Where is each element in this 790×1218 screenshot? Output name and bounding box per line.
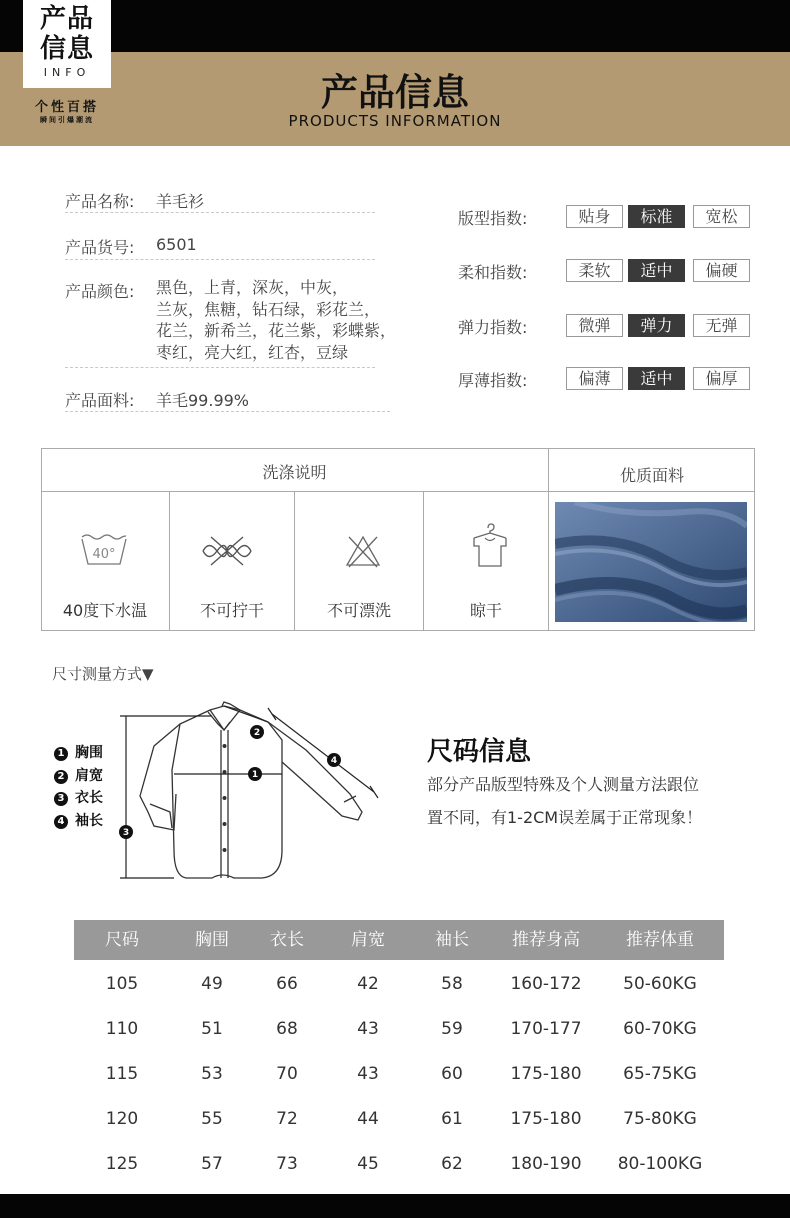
care-label: 不可拧干 [199, 601, 264, 620]
table-cell: 42 [357, 974, 379, 994]
thickness-option-thin: 偏薄 [566, 367, 623, 390]
col-header: 尺码 [105, 930, 139, 950]
table-cell: 61 [441, 1109, 463, 1129]
table-cell: 58 [441, 974, 463, 994]
table-cell: 50-60KG [623, 974, 697, 994]
stretch-option-slight: 微弹 [566, 314, 623, 337]
legend-item-sleeve [54, 810, 103, 830]
table-cell: 175-180 [510, 1109, 582, 1129]
legend-item-shoulder [54, 765, 103, 785]
legend-number: 4 [54, 815, 68, 829]
divider [65, 212, 375, 213]
divider [65, 411, 390, 412]
table-cell: 68 [276, 1019, 298, 1039]
table-cell: 115 [105, 1064, 139, 1084]
table-cell: 43 [357, 1064, 379, 1084]
legend-number: 1 [54, 747, 68, 761]
no-bleach-icon [344, 531, 382, 569]
logo-text [23, 4, 111, 64]
fabric-value: 羊毛99.99% [156, 391, 250, 410]
softness-option-hard: 偏硬 [693, 259, 750, 282]
col-header: 推荐身高 [512, 930, 580, 950]
no-wring-icon [199, 534, 255, 568]
care-label: 不可漂洗 [326, 601, 391, 620]
size-info-desc: 部分产品版型特殊及个人测量方法跟位 [427, 775, 700, 794]
col-header: 肩宽 [351, 930, 385, 950]
size-info-title: 尺码信息 [427, 737, 532, 767]
table-cell: 60-70KG [623, 1019, 697, 1039]
table-cell: 60 [441, 1064, 463, 1084]
diagram-number-length: 3 [122, 828, 130, 838]
table-cell: 110 [105, 1019, 139, 1039]
fabric-header: 优质面料 [619, 466, 684, 485]
col-header: 推荐体重 [626, 930, 694, 950]
softness-option-soft: 柔软 [566, 259, 623, 282]
table-cell: 44 [357, 1109, 379, 1129]
diagram-number-shoulder: 2 [253, 728, 261, 738]
table-cell: 160-172 [510, 974, 582, 994]
measure-title: 尺寸测量方式▼ [52, 665, 154, 683]
hang-dry-icon [468, 522, 512, 570]
legend-item-length [54, 787, 103, 807]
legend-number: 2 [54, 770, 68, 784]
table-cell: 73 [276, 1154, 298, 1174]
code-value: 6501 [156, 235, 197, 254]
header-bar [0, 0, 790, 52]
stretch-option-none: 无弹 [693, 314, 750, 337]
wash-40-icon [79, 532, 129, 568]
name-value: 羊毛衫 [156, 192, 205, 211]
wash-header: 洗涤说明 [262, 463, 327, 482]
stretch-option-stretchy: 弹力 [628, 314, 685, 337]
fit-option-standard: 标准 [628, 205, 685, 228]
table-cell: 59 [441, 1019, 463, 1039]
legend-number: 3 [54, 792, 68, 806]
color-label: 产品颜色: [65, 282, 135, 301]
table-cell: 105 [105, 974, 139, 994]
size-info-desc: 置不同，有1-2CM误差属于正常现象！ [427, 808, 703, 827]
table-cell: 57 [201, 1154, 223, 1174]
col-header: 胸围 [195, 930, 229, 950]
table-cell: 120 [105, 1109, 139, 1129]
footer-bar [0, 1194, 790, 1218]
tagline-sub: 瞬间引爆潮流 [40, 116, 94, 124]
shirt-diagram [112, 700, 387, 885]
name-label: 产品名称: [65, 192, 135, 211]
diagram-number-sleeve: 4 [330, 756, 338, 766]
table-cell: 65-75KG [623, 1064, 697, 1084]
table-cell: 72 [276, 1109, 298, 1129]
color-line: 兰灰，焦糖，钻石绿，彩花兰， [156, 300, 381, 319]
table-cell: 180-190 [510, 1154, 582, 1174]
col-header: 衣长 [270, 930, 304, 950]
table-cell: 75-80KG [623, 1109, 697, 1129]
fabric-swatch-image [555, 502, 747, 622]
table-cell: 80-100KG [617, 1154, 703, 1174]
table-cell: 170-177 [510, 1019, 582, 1039]
softness-index-label: 柔和指数: [458, 263, 528, 282]
page-subtitle: PRODUCTS INFORMATION [288, 112, 502, 130]
table-cell: 66 [276, 974, 298, 994]
fit-index-label: 版型指数: [458, 209, 528, 228]
table-cell: 55 [201, 1109, 223, 1129]
divider [65, 367, 375, 368]
color-line: 黑色，上青，深灰，中灰， [156, 278, 349, 297]
table-cell: 125 [105, 1154, 139, 1174]
legend-label: 胸围 [75, 745, 103, 761]
tagline: 个性百搭 [34, 100, 99, 115]
divider [65, 259, 375, 260]
color-line: 花兰，新希兰，花兰紫，彩蝶紫， [156, 321, 397, 340]
thickness-option-medium: 适中 [628, 367, 685, 390]
table-cell: 51 [201, 1019, 223, 1039]
diagram-number-chest: 1 [251, 770, 259, 780]
logo-line-1: 产品 [39, 4, 94, 34]
table-cell: 45 [357, 1154, 379, 1174]
softness-option-medium: 适中 [628, 259, 685, 282]
legend-label: 袖长 [75, 813, 103, 829]
care-label: 晾干 [469, 601, 502, 620]
table-cell: 62 [441, 1154, 463, 1174]
legend-label: 衣长 [75, 790, 103, 806]
care-label: 40度下水温 [62, 601, 148, 620]
fit-option-fitted: 贴身 [566, 205, 623, 228]
stretch-index-label: 弹力指数: [458, 318, 528, 337]
table-cell: 49 [201, 974, 223, 994]
fit-option-loose: 宽松 [693, 205, 750, 228]
table-divider [41, 491, 755, 492]
temp-mark: 40° [92, 547, 116, 562]
code-label: 产品货号: [65, 238, 135, 257]
table-cell: 43 [357, 1019, 379, 1039]
table-cell: 53 [201, 1064, 223, 1084]
table-cell: 175-180 [510, 1064, 582, 1084]
legend-item-chest [54, 742, 103, 762]
color-line: 枣红，亮大红，红杏，豆绿 [156, 343, 349, 362]
thickness-index-label: 厚薄指数: [458, 371, 528, 390]
logo-sub: INFO [43, 66, 91, 79]
table-cell: 70 [276, 1064, 298, 1084]
logo-line-2: 信息 [39, 34, 94, 64]
col-header: 袖长 [435, 930, 469, 950]
thickness-option-thick: 偏厚 [693, 367, 750, 390]
legend-label: 肩宽 [75, 768, 103, 784]
page-title: 产品信息 [321, 71, 469, 114]
fabric-label: 产品面料: [65, 391, 135, 410]
